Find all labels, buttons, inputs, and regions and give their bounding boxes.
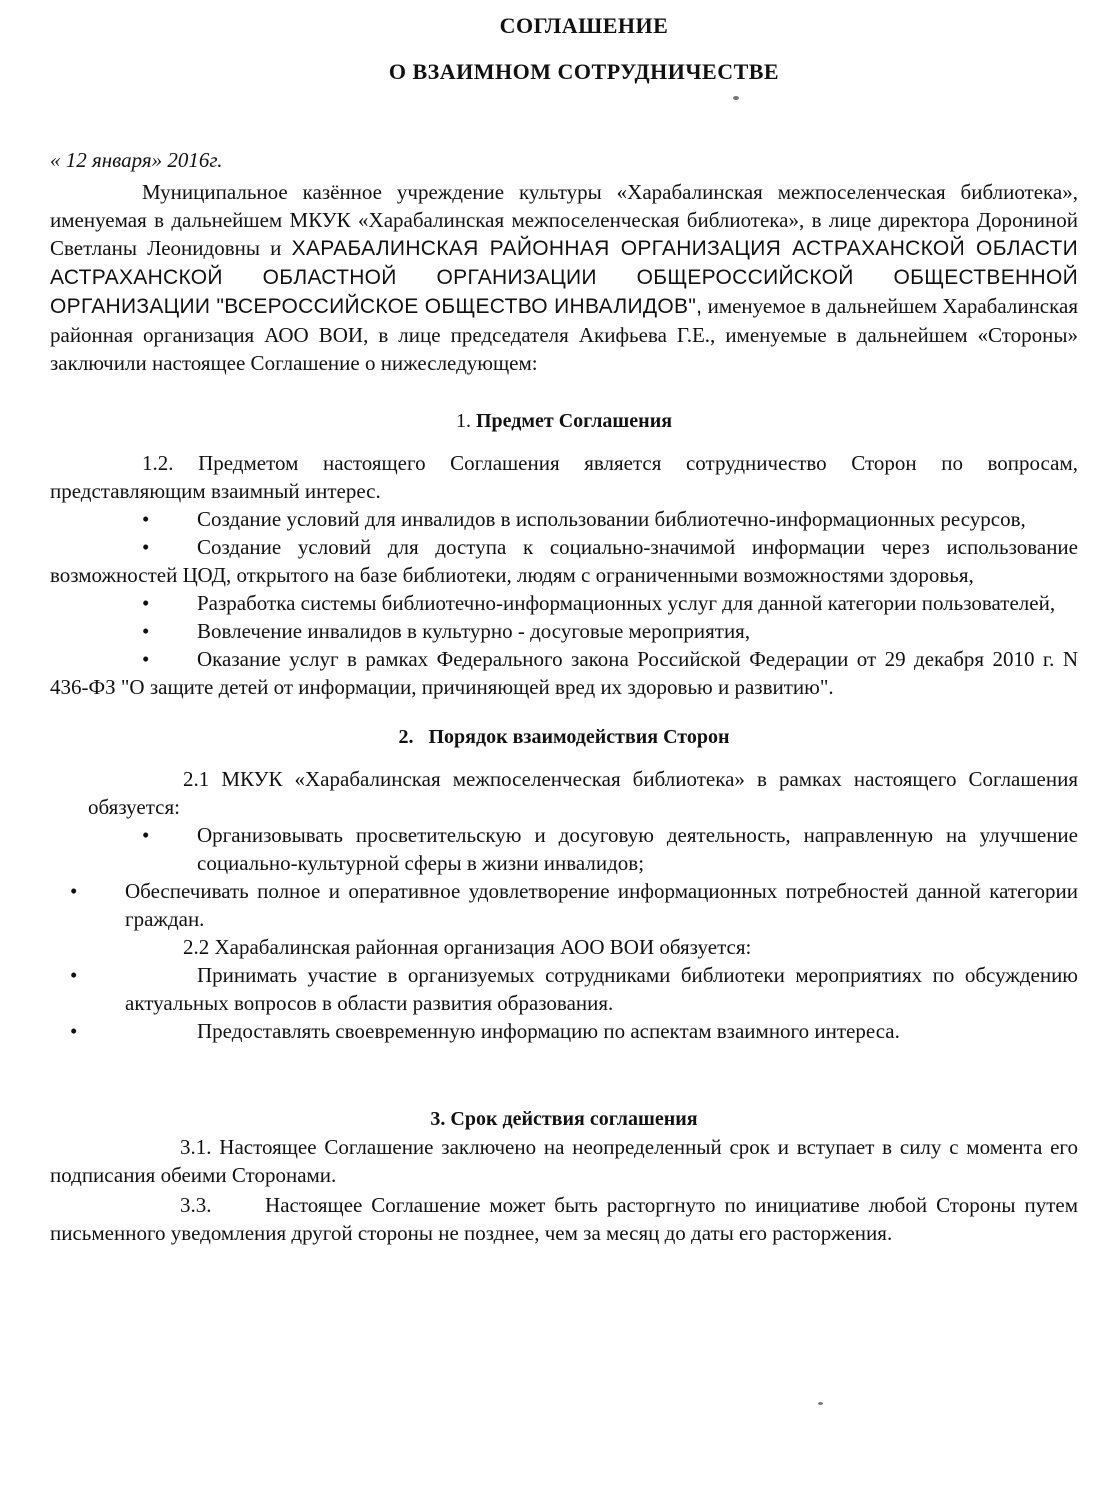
section-1-heading [50, 407, 1078, 435]
section-1-list [50, 505, 1078, 701]
bullet-icon: • [142, 619, 150, 643]
doc-subtitle: О ВЗАИМНОМ СОТРУДНИЧЕСТВЕ [388, 59, 780, 84]
list-item: • Организовывать просветительскую и досуговую деятельность, направленную на улучшение социально-культурной сферы в жизни инвалидов; [142, 823, 1078, 875]
list-item: • Принимать участие в организуемых сотрудниками библиотеки мероприятиях по обсуждению актуальных вопросов в области развития образования. [70, 963, 1078, 1015]
section-2-text-1: 2.1 МКУК «Харабалинская межпоселенческая библиотека» в рамках настоящего Соглашения обязуется: [88, 767, 1078, 819]
section-2-body [50, 765, 1078, 1045]
bullet-icon: • [142, 647, 150, 671]
document-page [50, 8, 1084, 1247]
list-item: • Предоставлять своевременную информацию по аспектам взаимного интереса. [70, 1019, 900, 1043]
list-item: • Разработка системы библиотечно-информационных услуг для данной категории пользователей, [142, 591, 1056, 615]
section-3-heading [50, 1105, 1078, 1133]
bullet-icon: • [142, 591, 150, 615]
bullet-icon: • [70, 879, 78, 903]
intro-paragraph [50, 178, 1078, 377]
section-1-text: 1.2. Предметом настоящего Соглашения является сотрудничество Сторон по вопросам, представляющим взаимный интерес. [50, 451, 1078, 503]
bullet-icon: • [142, 507, 150, 531]
section-3-title: 3. Срок действия соглашения [430, 1108, 698, 1130]
section-3-item-1: 3.1. Настоящее Соглашение заключено на неопределенный срок и вступает в силу с момента его подписания обеими Сторонами. [50, 1135, 1078, 1187]
section-2-title: Порядок взаимодействия Сторон [428, 726, 730, 748]
section-1-title: Предмет Соглашения [475, 410, 673, 432]
bullet-icon: • [142, 823, 150, 847]
doc-title: СОГЛАШЕНИЕ [499, 13, 669, 38]
list-item: • Обеспечивать полное и оперативное удовлетворение информационных потребностей данной категории граждан. [70, 879, 1078, 931]
list-item: • Оказание услуг в рамках Федерального закона Российской Федерации от 29 декабря 2010 г. N 436-ФЗ "О защите детей от информации, причиняющей вред их здоровью и развитию". [50, 647, 1078, 699]
list-item: • Создание условий для инвалидов в использовании библиотечно-информационных ресурсов, [142, 507, 1026, 531]
section-2-number: 2. [398, 726, 414, 748]
section-2-heading [50, 723, 1078, 751]
section-2-text-2: 2.2 Харабалинская районная организация АОО ВОИ обязуется: [183, 935, 752, 959]
intro-text-1: Муниципальное казённое учреждение культуры «Харабалинская межпоселенческая библиотека», именуемая в дальнейшем МКУК «Харабалинская межпоселенческая библиотека», в лице директора Дорониной Светланы Леонидовны и [50, 180, 1078, 260]
section-2-list-1 [50, 821, 1078, 933]
section-3-item-2: 3.3. Настоящее Соглашение может быть расторгнуто по инициативе любой Стороны путем письменного уведомления другой стороны не позднее, чем за месяц до даты его расторжения. [50, 1193, 1084, 1245]
bullet-icon: • [70, 963, 78, 987]
section-1-number: 1. [455, 410, 471, 432]
bullet-icon: • [142, 535, 150, 559]
list-item: • Создание условий для доступа к социально-значимой информации через использование возможностей ЦОД, открытого на базе библиотеки, людям с ограниченными возможностями здоровья, [50, 535, 1078, 587]
doc-date: « 12 января» 2016г. [50, 148, 223, 172]
list-item: • Вовлечение инвалидов в культурно - досуговые мероприятия, [142, 619, 751, 643]
intro-org-name: ХАРАБАЛИНСКАЯ РАЙОННАЯ ОРГАНИЗАЦИЯ АСТРАХАНСКОЙ ОБЛАСТИ АСТРАХАНСКОЙ ОБЛАСТНОЙ ОРГАНИЗАЦИИ ОБЩЕРОССИЙСКОЙ ОБЩЕСТВЕННОЙ ОРГАНИЗАЦИИ "ВСЕРОССИЙСКОЕ ОБЩЕСТВО ИНВАЛИДОВ", [50, 237, 1078, 318]
bullet-icon: • [70, 1019, 78, 1043]
scan-speck [818, 1402, 823, 1405]
intro-text-2: именуемое в дальнейшем Харабалинская районная организация АОО ВОИ, в лице председателя Акифьева Г.Е., именуемые в дальнейшем «Стороны» заключили настоящее Соглашение о нижеследующем: [50, 294, 1078, 375]
section-2-list-2 [50, 961, 1078, 1045]
